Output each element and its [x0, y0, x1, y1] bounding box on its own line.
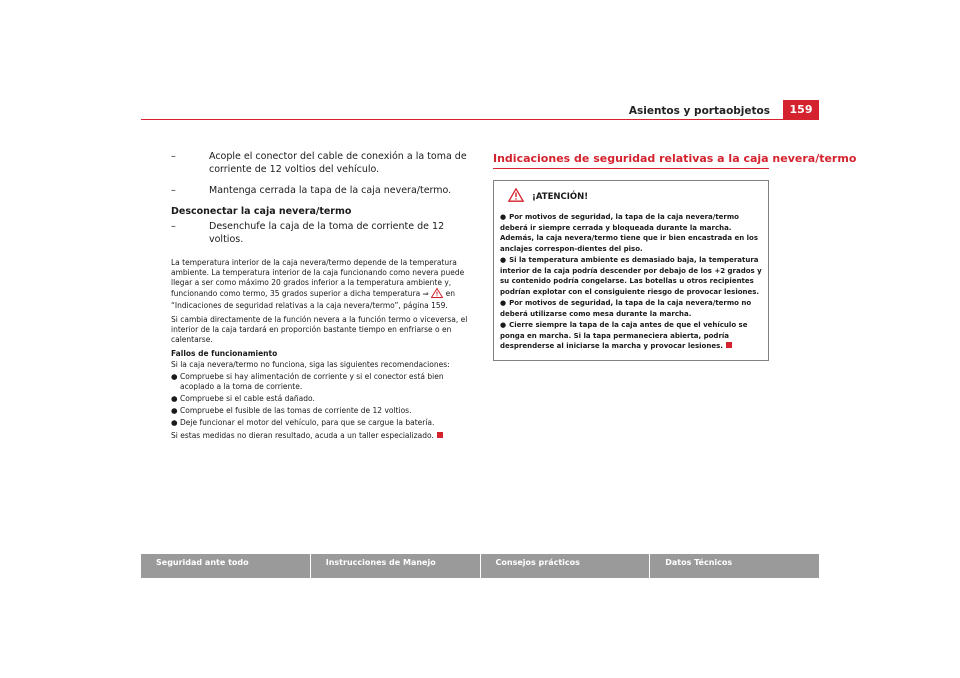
section-title: Indicaciones de seguridad relativas a la caja nevera/termo	[493, 152, 769, 169]
warning-item: ● Si la temperatura ambiente es demasiado baja, la temperatura interior de la caja podría descender por debajo de los +2 grados y su contenido podría congelarse. Las botellas u otros recipientes podrían explotar con el consiguiente riesgo de provocar lesiones.	[500, 256, 762, 296]
right-column	[493, 152, 857, 361]
end-of-section-mark	[437, 432, 443, 438]
bullet-icon: ●	[171, 406, 178, 415]
subheading-disconnect: Desconectar la caja nevera/termo	[171, 206, 352, 217]
warning-item: ● Por motivos de seguridad, la tapa de la caja nevera/termo no deberá utilizarse como mesa durante la marcha.	[500, 299, 752, 318]
bullet-icon: ●	[500, 213, 507, 221]
warning-header	[500, 187, 762, 206]
paragraph-switch-mode: Si cambia directamente de la función nevera a la función termo o viceversa, el interior de la caja tardará en proporción bastante tiempo en enfriarse o en calentarse.	[171, 315, 468, 344]
bullet-icon: ●	[171, 394, 178, 403]
warning-triangle-icon	[508, 187, 524, 206]
bullet-icon: ●	[171, 372, 178, 381]
step-unplug: – Desenchufe la caja de la toma de corriente de 12 voltios.	[171, 221, 445, 245]
end-of-section-mark	[726, 342, 732, 348]
paragraph-temperature: La temperatura interior de la caja nevera/termo depende de la temperatura ambiente. La temperatura interior de la caja funcionando como nevera puede llegar a ser como máximo 20 grados inferior a la temperatura ambiente y, funcionando como termo, 35 grados superior a dicha temperatura ⇒ en “Indicaciones de seguridad relativas a la caja nevera/termo”, página 159.	[171, 258, 465, 310]
warning-box	[493, 180, 769, 361]
footer-tab-consejos[interactable]: Consejos prácticos	[481, 554, 650, 578]
warning-item: ● Cierre siempre la tapa de la caja antes de que el vehículo se ponga en marcha. Si la tapa permaneciera abierta, podría desprenderse al iniciarse la marcha y provocar lesiones.	[500, 321, 748, 350]
list-item: ● Compruebe si hay alimentación de corriente y si el conector está bien acoplado a la toma de corriente.	[171, 372, 444, 391]
warning-label: ¡ATENCIÓN!	[532, 191, 589, 202]
faults-intro: Si la caja nevera/termo no funciona, siga las siguientes recomendaciones:	[171, 360, 450, 369]
step-connect: – Acople el conector del cable de conexión a la toma de corriente de 12 voltios del vehículo.	[171, 151, 467, 175]
bullet-icon: ●	[500, 321, 507, 329]
bullet-icon: ●	[171, 418, 178, 427]
bullet-icon: ●	[500, 256, 507, 264]
faults-heading: Fallos de funcionamiento	[171, 349, 278, 358]
header-rule	[141, 119, 819, 120]
footer-tab-datos[interactable]: Datos Técnicos	[650, 554, 819, 578]
left-column	[171, 150, 473, 445]
footer-tab-instrucciones[interactable]: Instrucciones de Manejo	[311, 554, 480, 578]
bullet-icon: ●	[500, 299, 507, 307]
footer-nav	[141, 554, 819, 578]
closing-paragraph: Si estas medidas no dieran resultado, acuda a un taller especializado.	[171, 431, 473, 441]
running-header: Asientos y portaobjetos	[628, 105, 770, 117]
footer-tab-seguridad[interactable]: Seguridad ante todo	[141, 554, 310, 578]
page-number: 159	[783, 100, 819, 119]
list-item: ● Compruebe si el cable está dañado.	[171, 394, 315, 403]
list-item: ● Compruebe el fusible de las tomas de corriente de 12 voltios.	[171, 406, 412, 415]
list-item: ● Deje funcionar el motor del vehículo, para que se cargue la batería.	[171, 418, 435, 427]
warning-triangle-icon	[431, 288, 443, 301]
warning-item: ● Por motivos de seguridad, la tapa de la caja nevera/termo deberá ir siempre cerrada y bloqueada durante la marcha. Además, la caja nevera/termo tiene que ir bien encastrada en los anclajes correspon-dientes del piso.	[500, 213, 759, 253]
step-keep-closed: – Mantenga cerrada la tapa de la caja nevera/termo.	[171, 185, 452, 196]
